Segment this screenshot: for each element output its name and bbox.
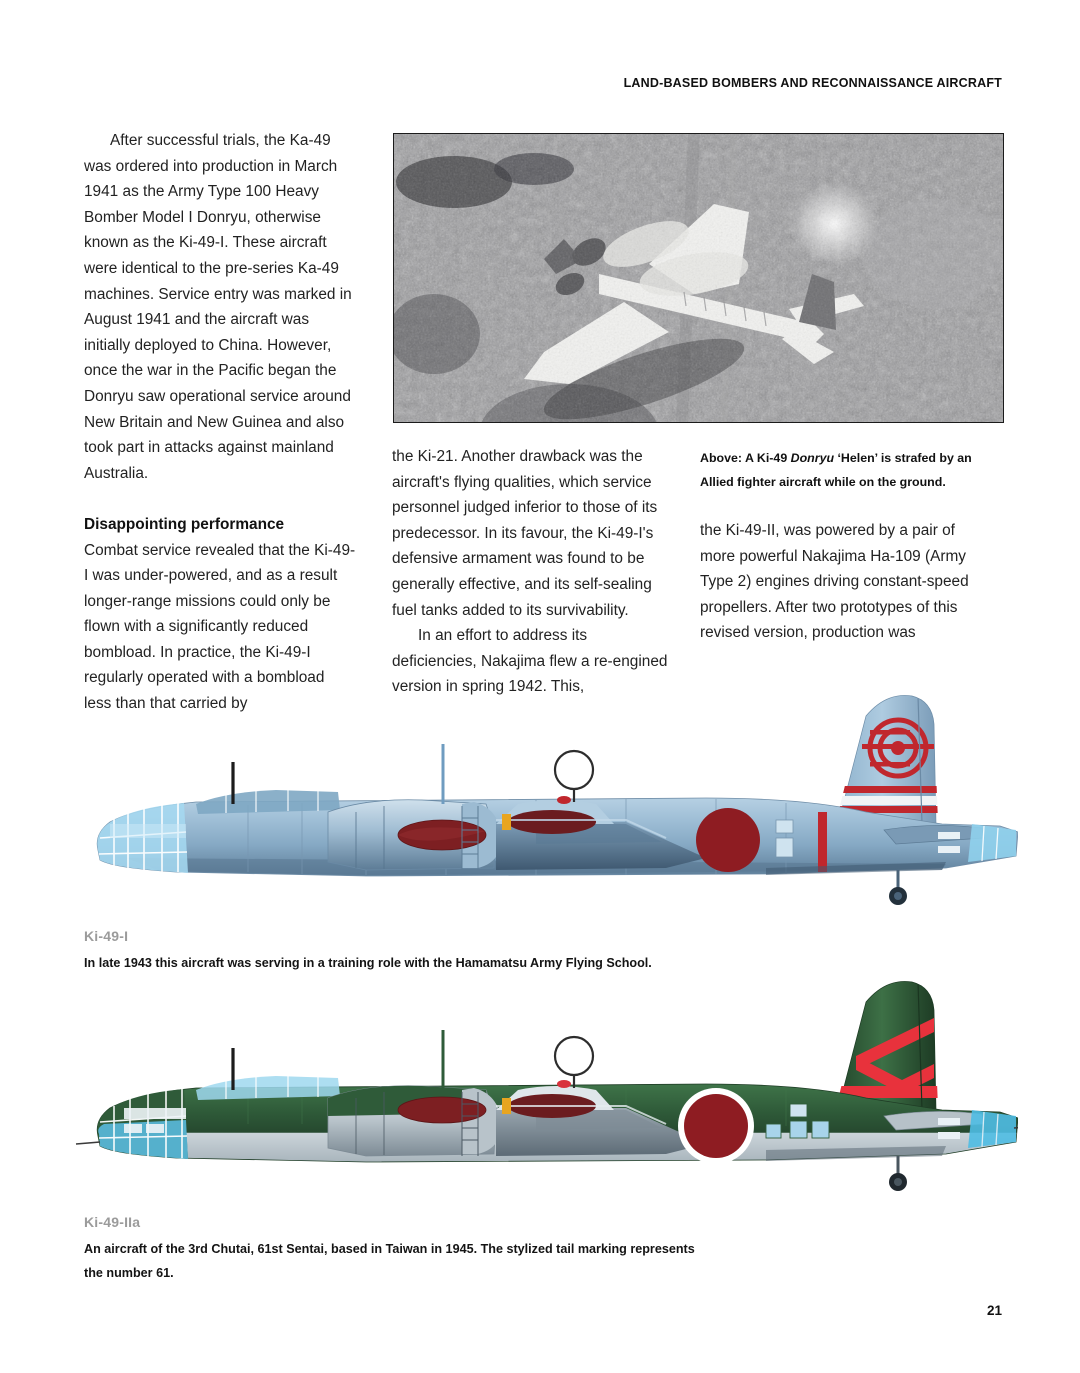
aircraft-profile-ki49-2 <box>66 958 1018 1206</box>
page-number: 21 <box>986 1303 1002 1318</box>
paragraph-col1-2: Combat service revealed that the Ki-49-I was under-powered, and as a result longer-range missions could only be flown with a significantly reduced bombload. In practice, the Ki-49-I regularly operated with a bombload less than that carried by <box>84 541 356 713</box>
hinomaru-ki49-2 <box>678 1088 754 1164</box>
cockpit-canopy-ki49-1 <box>196 790 340 814</box>
pitot-tube <box>76 1142 100 1144</box>
fuselage-band-ki49-1 <box>818 812 827 872</box>
hinomaru-ki49-1 <box>696 808 760 872</box>
paragraph-col3-1: the Ki-49-II, was powered by a pair of more powerful Nakajima Ha-109 (Army Type 2) engines driving constant-speed propellers. After two prototypes of this revised version, production was <box>700 522 969 642</box>
photo-image <box>394 134 1003 422</box>
tailwheel-ki49-2 <box>889 1156 907 1191</box>
spacer <box>84 486 356 512</box>
aircraft-side-view-ki49-2 <box>66 958 1018 1206</box>
aircraft-profile-ki49-1 <box>66 672 1018 920</box>
profile-description-ki49-1: In late 1943 this aircraft was serving in a training role with the Hamamatsu Army Flying School. <box>84 956 652 970</box>
loop-antenna-ki49-2 <box>555 1037 593 1088</box>
paragraph-col1-1: After successful trials, the Ka-49 was ordered into production in March 1941 as the Army Type 100 Heavy Bomber Model I Donryu, otherwise known as the Ki-49-I. These aircraft were identical to the pre-series Ka-49 machines. Service entry was marked in August 1941 and the aircraft was initially deployed to China. However, once the war in the Pacific began the Donryu saw operational service around New Britain and New Guinea and also took part in attacks against mainland Australia. <box>84 132 352 482</box>
loop-antenna-ki49-1 <box>555 751 593 802</box>
subheading-disappointing-performance: Disappointing performance <box>84 515 285 533</box>
body-column-1 <box>84 128 356 717</box>
paragraph-col2-1: the Ki-21. Another drawback was the aircraft's flying qualities, which service personnel judged inferior to those of its predecessor. In its favour, the Ki-49-I's defensive armament was found to be generally effective, and its self-sealing fuel tanks added to its survivability. <box>392 448 658 619</box>
nose-glazing-ki49-1 <box>97 803 188 873</box>
cockpit-canopy-ki49-2 <box>196 1076 340 1100</box>
tailwheel-ki49-1 <box>889 870 907 905</box>
paragraph-col2-2: In an effort to address its deficiencies, Nakajima flew a re-engined version in spring 1942. This, <box>392 627 668 696</box>
photo-caption-rest: ‘Helen’ is strafed by an Allied fighter aircraft while on the ground. <box>700 451 972 489</box>
body-column-3 <box>700 518 990 646</box>
fuselage-windows-ki49-1 <box>776 820 793 857</box>
profile-title-ki49-2: Ki-49-IIa <box>84 1214 141 1230</box>
profile-title-ki49-1: Ki-49-I <box>84 928 129 944</box>
photo-caption-lead: Above: A Ki-49 <box>700 451 791 465</box>
nose-glazing-ki49-2 <box>97 1089 188 1159</box>
running-head: LAND-BASED BOMBERS AND RECONNAISSANCE AIRCRAFT <box>623 76 1002 90</box>
aircraft-side-view-ki49-1 <box>66 672 1018 920</box>
photo-ki49-strafed <box>393 133 1004 423</box>
photo-caption-italic: Donryu <box>790 451 835 465</box>
photo-caption <box>700 446 995 494</box>
profile-description-ki49-2: An aircraft of the 3rd Chutai, 61st Sentai, based in Taiwan in 1945. The stylized tail marking represents the number 61. <box>84 1242 695 1280</box>
body-column-2 <box>392 444 672 700</box>
